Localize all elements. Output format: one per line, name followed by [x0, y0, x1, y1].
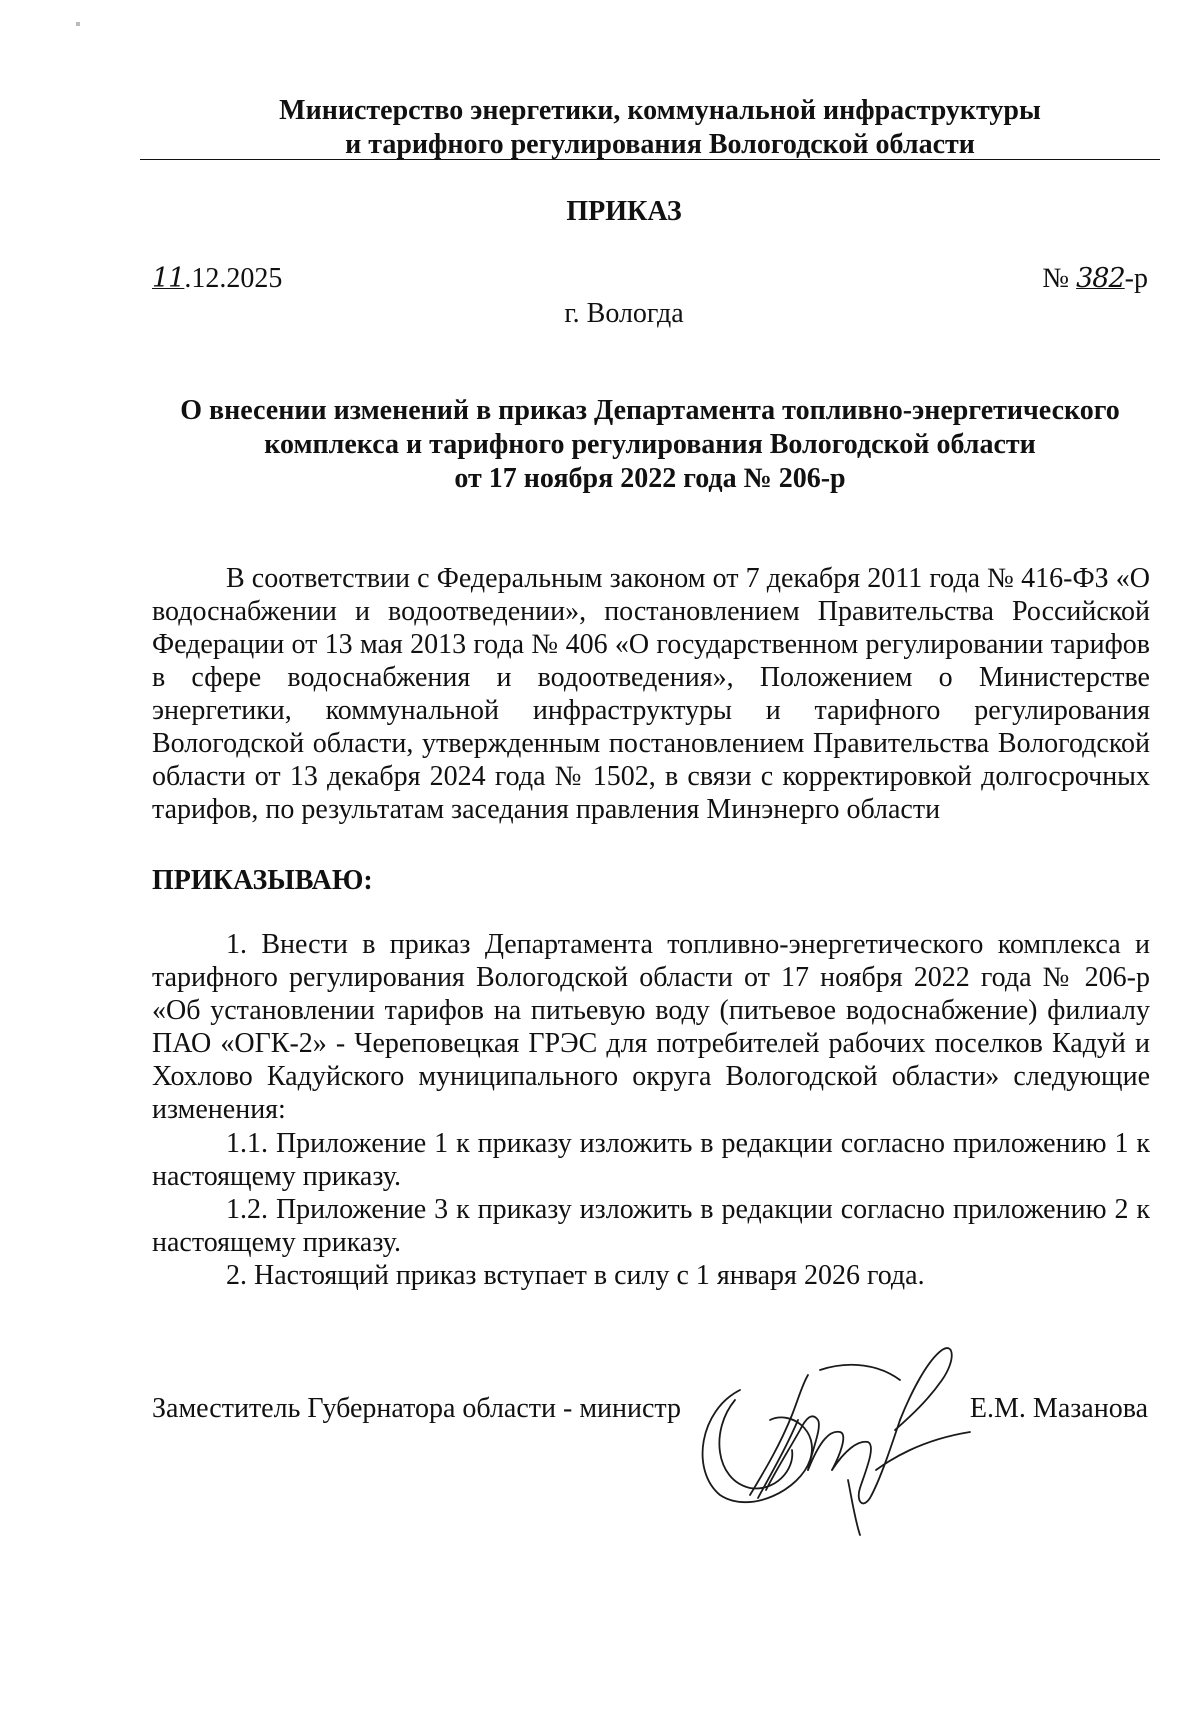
signer-position: Заместитель Губернатора области - министр: [152, 1393, 681, 1424]
order-date: [152, 262, 282, 296]
item-1-2: 1.2. Приложение 3 к приказу изложить в редакции согласно приложению 2 к настоящему приказу.: [152, 1194, 1150, 1258]
item-2: 2. Настоящий приказ вступает в силу с 1 января 2026 года.: [226, 1260, 925, 1291]
order-number: [1042, 262, 1148, 296]
document-title: [140, 394, 1160, 496]
preamble-paragraph: В соответствии с Федеральным законом от 7 декабря 2011 года № 416-ФЗ «О водоснабжении и водоотведении», постановлением Правительства Российской Федерации от 13 мая 2013 года № 406 «О государственном регулировании тарифов в сфере водоснабжения и водоотведения», Положением о Министерстве энергетики, коммунальной инфраструктуры и тарифного регулирования Вологодской области, утвержденным постановлением Правительства Вологодской области от 13 декабря 2024 года № 1502, в связи с корректировкой долгосрочных тарифов, по результатам заседания правления Минэнерго области: [152, 563, 1150, 825]
header-rule: [140, 159, 1160, 160]
ministry-name-line2: и тарифного регулирования Вологодской области: [345, 129, 975, 160]
item-1: 1. Внести в приказ Департамента топливно-энергетического комплекса и тарифного регулирования Вологодской области от 17 ноября 2022 года № 206-р «Об установлении тарифов на питьевую воду (питьевое водоснабжение) филиалу ПАО «ОГК-2» - Череповецкая ГРЭС для потребителей рабочих поселков Кадуй и Хохлово Кадуйского муниципального округа Вологодской области» следующие изменения:: [152, 929, 1150, 1125]
order-date-rest: .12.2025: [184, 263, 283, 294]
title-line3: от 17 ноября 2022 года № 206-р: [454, 463, 846, 494]
city: г. Вологда: [564, 298, 684, 329]
ministry-name-line1: Министерство энергетики, коммунальной инфраструктуры: [279, 95, 1041, 126]
handwritten-day: 11: [152, 263, 185, 294]
item-1-1: 1.1. Приложение 1 к приказу изложить в редакции согласно приложению 1 к настоящему приказу.: [152, 1128, 1150, 1192]
order-number-prefix: №: [1042, 263, 1077, 294]
scan-speck: [76, 22, 80, 26]
title-line2: комплекса и тарифного регулирования Вологодской области: [264, 429, 1036, 460]
order-word: ПРИКАЗЫВАЮ:: [152, 865, 373, 896]
order-number-suffix: -р: [1124, 263, 1148, 294]
handwritten-signature: [680, 1320, 980, 1540]
title-line1: О внесении изменений в приказ Департамента топливно-энергетического: [180, 395, 1120, 426]
signer-name: Е.М. Мазанова: [969, 1393, 1148, 1424]
document-type: ПРИКАЗ: [566, 196, 682, 227]
handwritten-number: 382: [1076, 263, 1125, 294]
